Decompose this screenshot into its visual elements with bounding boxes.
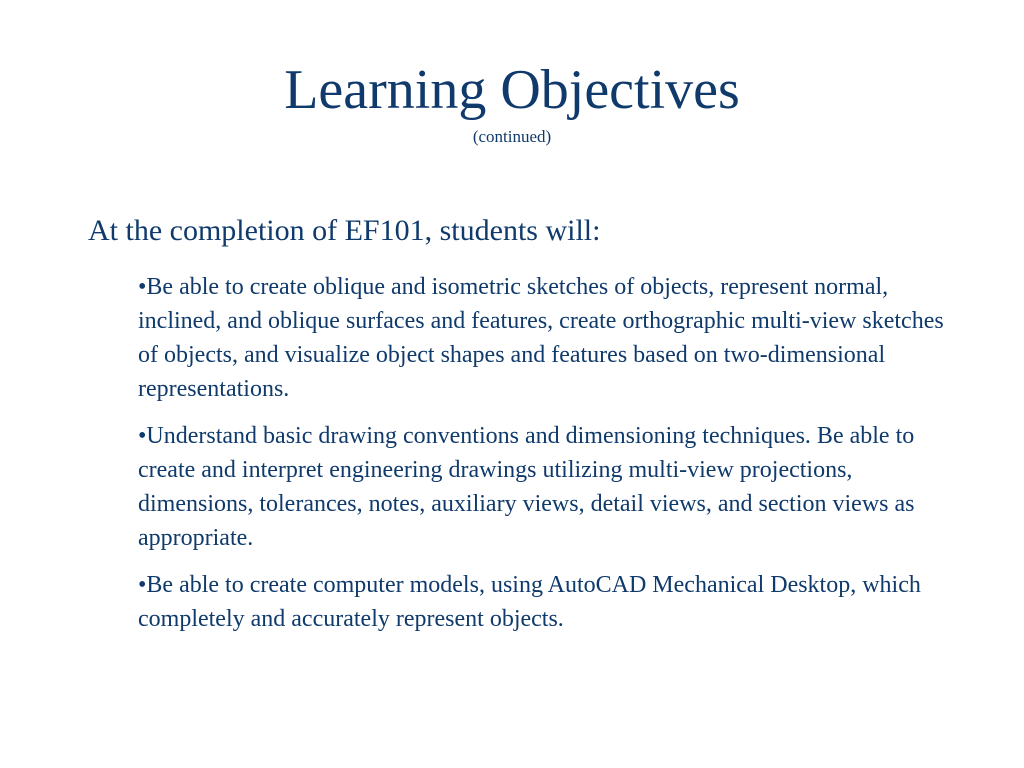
list-item: [138, 568, 948, 636]
slide-title: Learning Objectives: [284, 59, 740, 121]
list-item: [138, 419, 948, 555]
bullet-text: Be able to create computer models, using AutoCAD Mechanical Desktop, which completely and accurately represent objects.: [138, 572, 921, 632]
list-item: [138, 270, 948, 406]
slide-subtitle: (continued): [472, 127, 552, 146]
bullet-text: Be able to create oblique and isometric sketches of objects, represent normal, inclined, and oblique surfaces and features, create orthographic multi-view sketches of objects, and visualize object shapes and features based on two-dimensional representations.: [138, 274, 944, 402]
bullet-icon: •: [138, 274, 147, 300]
bullet-icon: •: [138, 423, 147, 449]
bullet-text: Understand basic drawing conventions and dimensioning techniques. Be able to create and interpret engineering drawings utilizing multi-view projections, dimensions, tolerances, notes, auxiliary views, detail views, and section views as appropriate.: [138, 423, 915, 551]
intro-text: At the completion of EF101, students will:: [88, 214, 601, 247]
objectives-list: [138, 270, 948, 649]
bullet-icon: •: [138, 572, 147, 598]
